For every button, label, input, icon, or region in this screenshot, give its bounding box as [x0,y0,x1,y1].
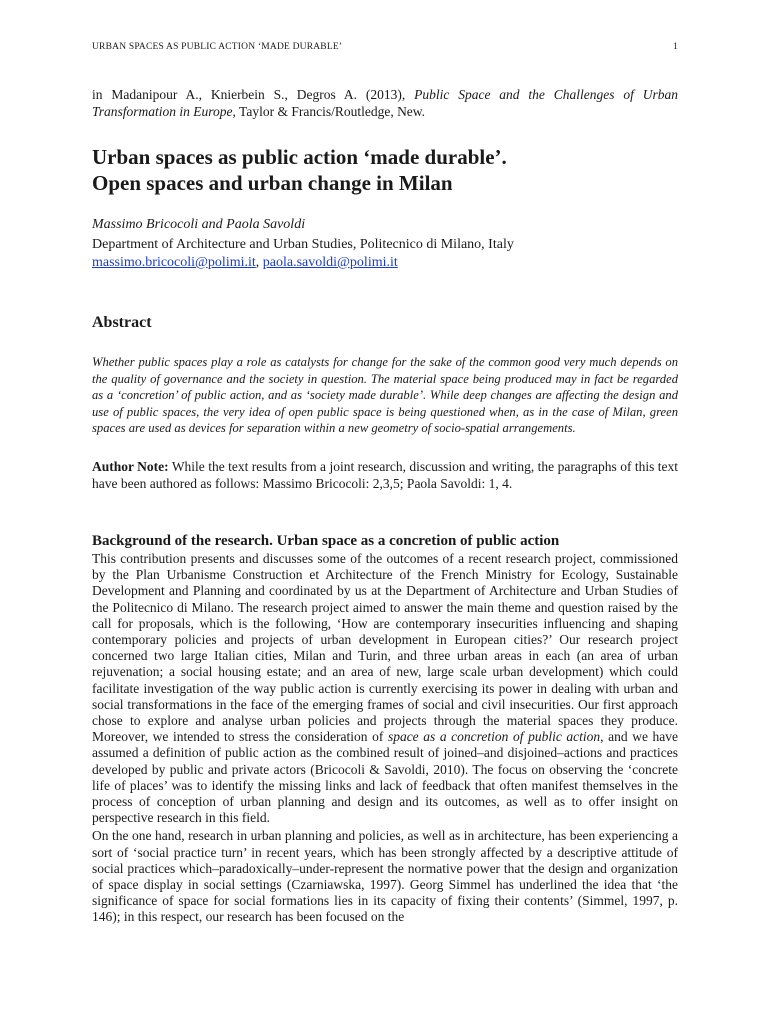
section-heading: Background of the research. Urban space as a concretion of public action [92,533,560,549]
author-note-label: Author Note: [92,459,169,474]
body-paragraph-1 [92,551,678,826]
paper-title-line1: Urban spaces as public action ‘made durable’. [92,145,507,169]
email-separator: , [255,255,263,270]
running-head-title: URBAN SPACES AS PUBLIC ACTION ‘MADE DURABLE’ [92,42,343,52]
citation-prefix: in Madanipour A., Knierbein S., Degros A. (2013), [92,87,415,102]
affiliation: Department of Architecture and Urban Studies, Politecnico di Milano, Italy [92,237,514,252]
email-link-savoldi[interactable]: paola.savoldi@polimi.it [262,255,398,270]
abstract-text: Whether public spaces play a role as catalysts for change for the sake of the common good very much depends on the quality of governance and the society in question. The material space being produced may in fact be regarded as a ‘concretion’ of public action, and as ‘society made durable’. While deep changes are affecting the design and use of public spaces, the very idea of open public space is being questioned when, as in the case of Milan, green spaces are used as devices for separation within a new geometry of socio-spatial arrangements. [92,355,678,435]
citation-book-title: Public Space and the Challenges of Urban Transformation in Europe [92,87,678,119]
body-paragraph-1-part-a: This contribution presents and discusses some of the outcomes of a recent research project, commissioned by the Plan Urbanisme Construction et Architecture of the French Ministry for Ecology, Sustainable Development and Planning and coordinated by us at the Department of Architecture and Urban Studies of the Politecnico di Milano. The research project aimed to answer the main theme and question raised by the call for proposals, which is the following, ‘How are contemporary insecurities influencing and shaping contemporary policies and projects of urban development in European cities?’ Our research project concerned two large Italian cities, Milan and Turin, and three urban areas in each (an area of urban rejuvenation; a social housing estate; and an area of new, large scale urban development) which could facilitate investigation of the way public action is currently exercising its power in dealing with urban and social transformations in the face of the emerging frames of social and civil insecurities. Our first approach chose to explore and analyse urban policies and projects through the material spaces they produce. Moreover, we intended to stress the consideration of [92,551,678,745]
paper-title [92,144,678,196]
paper-title-line2: Open spaces and urban change in Milan [92,171,453,195]
section-body [92,551,678,926]
body-paragraph-2: On the one hand, research in urban planning and policies, as well as in architecture, has been experiencing a sort of ‘social practice turn’ in recent years, which has been strongly affected by a descriptive attitude of social practices which–paradoxically–under-represent the normative power that the design and organization of space display in social settings (Czarniawska, 1997). Georg Simmel has underlined the idea that ‘the significance of space for social formations lies in its capacity of fixing their contents’ (Simmel, 1997, p. 146); in this respect, our research has been focused on the [92,828,678,925]
author-emails [92,255,398,271]
citation-suffix: , Taylor & Francis/Routledge, New. [232,104,426,119]
author-note-text: While the text results from a joint research, discussion and writing, the paragraphs of this text have been authored as follows: Massimo Bricocoli: 2,3,5; Paola Savoldi: 1, 4. [92,459,679,491]
abstract-heading: Abstract [92,314,152,331]
email-link-bricocoli[interactable]: massimo.bricocoli@polimi.it [92,255,256,270]
page-number: 1 [673,42,678,52]
authors: Massimo Bricocoli and Paola Savoldi [92,217,306,232]
citation [92,86,678,120]
body-paragraph-1-part-b: , and we have assumed a definition of public action as the combined result of joined–and disjoined–actions and practices developed by public and private actors (Bricocoli & Savoldi, 2010). The focus on observing the ‘concrete life of places’ was to identify the missing links and lack of feedback that often manifest themselves in the process of conception of urban planning and design and its outcomes, as well as to offer insight on perspective research in this field. [92,729,678,826]
body-paragraph-1-emphasis: space as a concretion of public action [387,729,601,745]
author-note [92,458,678,492]
